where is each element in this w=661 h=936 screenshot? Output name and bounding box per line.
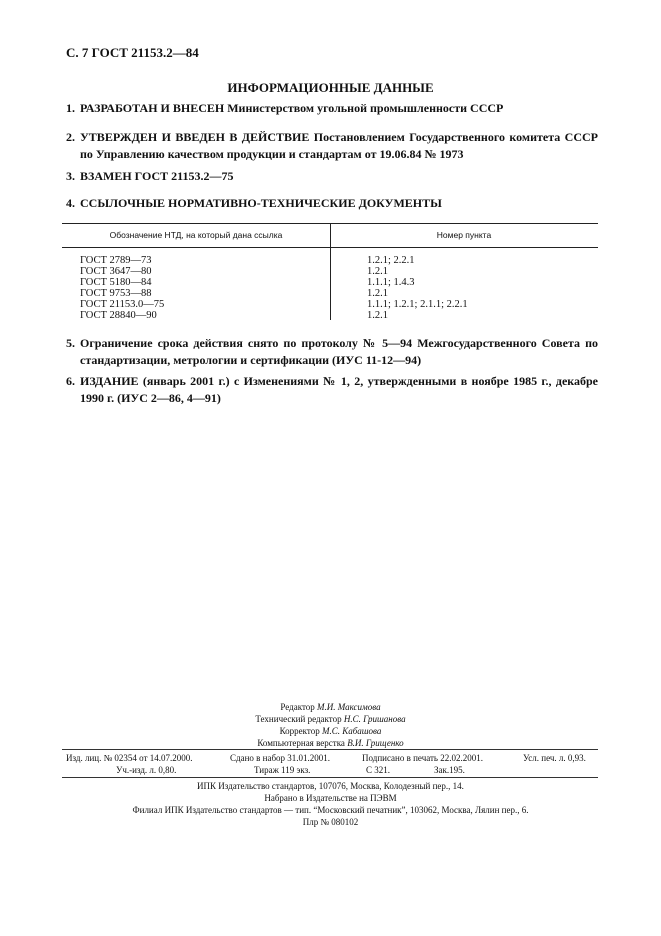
item-number: 2. bbox=[66, 130, 75, 144]
item-text: ССЫЛОЧНЫЕ НОРМАТИВНО-ТЕХНИЧЕСКИЕ ДОКУМЕНТЫ bbox=[80, 196, 442, 210]
clause-cell: 1.2.1 bbox=[367, 266, 388, 277]
publisher-line: Набрано в Издательстве на ПЭВМ bbox=[264, 793, 397, 803]
editorial-credits bbox=[0, 701, 661, 749]
credit-proofreader bbox=[0, 725, 661, 737]
document-cell: ГОСТ 9753—88 bbox=[80, 288, 152, 299]
publisher-line: ИПК Издательство стандартов, 107076, Москва, Колодезный пер., 14. bbox=[197, 781, 464, 791]
item-text: УТВЕРЖДЕН И ВВЕДЕН В ДЕЙСТВИЕ Постановлением Государственного комитета СССР по Управлению качеством продукции и стандартам от 19.06.84 № 1973 bbox=[80, 130, 598, 161]
print-run: Тираж 119 экз. bbox=[254, 765, 311, 775]
table-header-clause: Номер пункта bbox=[436, 230, 492, 240]
publisher-line: Филиал ИПК Издательство стандартов — тип. “Московский печатник”, 103062, Москва, Лялин пер., 6. bbox=[132, 805, 529, 815]
credit-name: М.С. Кабашова bbox=[321, 726, 382, 736]
item-number: 6. bbox=[66, 374, 75, 388]
page-header: С. 7 ГОСТ 21153.2—84 bbox=[66, 45, 199, 60]
info-item-3 bbox=[66, 168, 598, 185]
credit-role: Технический редактор bbox=[255, 714, 342, 724]
credit-editor bbox=[0, 701, 661, 713]
item-text: ВЗАМЕН ГОСТ 21153.2—75 bbox=[80, 169, 234, 183]
credit-name: М.И. Максимова bbox=[317, 702, 381, 712]
item-number: 3. bbox=[66, 169, 75, 183]
clause-cell: 1.2.1 bbox=[367, 288, 388, 299]
credit-name: Н.С. Гришанова bbox=[343, 714, 406, 724]
table-row bbox=[62, 266, 598, 277]
table-row bbox=[62, 310, 598, 321]
publisher-sheets: Уч.-изд. л. 0,80. bbox=[116, 765, 177, 775]
info-item-5 bbox=[66, 335, 598, 369]
clause-cell: 1.2.1 bbox=[367, 310, 388, 321]
info-item-1 bbox=[66, 100, 598, 117]
clause-cell: 1.1.1; 1.2.1; 2.1.1; 2.2.1 bbox=[367, 299, 468, 310]
credit-name: В.И. Грищенко bbox=[347, 738, 404, 748]
item-text: Ограничение срока действия снято по протоколу № 5—94 Межгосударственного Совета по стандартизации, метрологии и сертификации (ИУС 11-12—94) bbox=[80, 336, 598, 367]
imprint-bottom-rule bbox=[62, 777, 598, 778]
document-cell: ГОСТ 21153.0—75 bbox=[80, 299, 165, 310]
item-number: 5. bbox=[66, 336, 75, 350]
credit-layout bbox=[0, 737, 661, 749]
info-item-2 bbox=[66, 129, 598, 163]
table-body bbox=[62, 255, 598, 321]
credit-tech-editor bbox=[0, 713, 661, 725]
printed-sheets: Усл. печ. л. 0,93. bbox=[523, 753, 586, 763]
info-item-6 bbox=[66, 373, 598, 407]
table-row bbox=[62, 299, 598, 310]
document-cell: ГОСТ 28840—90 bbox=[80, 310, 157, 321]
item-number: 1. bbox=[66, 101, 75, 115]
clause-cell: 1.1.1; 1.4.3 bbox=[367, 277, 415, 288]
credit-role: Редактор bbox=[280, 702, 315, 712]
imprint-top-rule bbox=[62, 749, 598, 750]
table-row bbox=[62, 288, 598, 299]
table-header-document: Обозначение НТД, на который дана ссылка bbox=[109, 230, 283, 240]
item-text: РАЗРАБОТАН И ВНЕСЕН Министерством угольной промышленности СССР bbox=[80, 101, 504, 115]
typeset-date: Сдано в набор 31.01.2001. bbox=[230, 753, 331, 763]
item-text: ИЗДАНИЕ (январь 2001 г.) с Изменениями № 1, 2, утвержденными в ноябре 1985 г., декабре 1990 г. (ИУС 2—86, 4—91) bbox=[80, 374, 598, 405]
publisher-line: Плр № 080102 bbox=[302, 817, 359, 827]
clause-cell: 1.2.1; 2.2.1 bbox=[367, 255, 415, 266]
document-cell: ГОСТ 3647—80 bbox=[80, 266, 152, 277]
print-date: Подписано в печать 22.02.2001. bbox=[362, 753, 484, 763]
order-number: Зак.195. bbox=[434, 765, 465, 775]
credit-role: Корректор bbox=[279, 726, 320, 736]
info-item-4 bbox=[66, 195, 598, 212]
credit-role: Компьютерная верстка bbox=[257, 738, 345, 748]
document-cell: ГОСТ 2789—73 bbox=[80, 255, 152, 266]
item-number: 4. bbox=[66, 196, 75, 210]
code: С 321. bbox=[366, 765, 391, 775]
publisher-info bbox=[0, 780, 661, 828]
document-cell: ГОСТ 5180—84 bbox=[80, 277, 152, 288]
license: Изд. лиц. № 02354 от 14.07.2000. bbox=[66, 753, 193, 763]
table-row bbox=[62, 277, 598, 288]
section-title: ИНФОРМАЦИОННЫЕ ДАННЫЕ bbox=[227, 80, 434, 95]
table-row bbox=[62, 255, 598, 266]
